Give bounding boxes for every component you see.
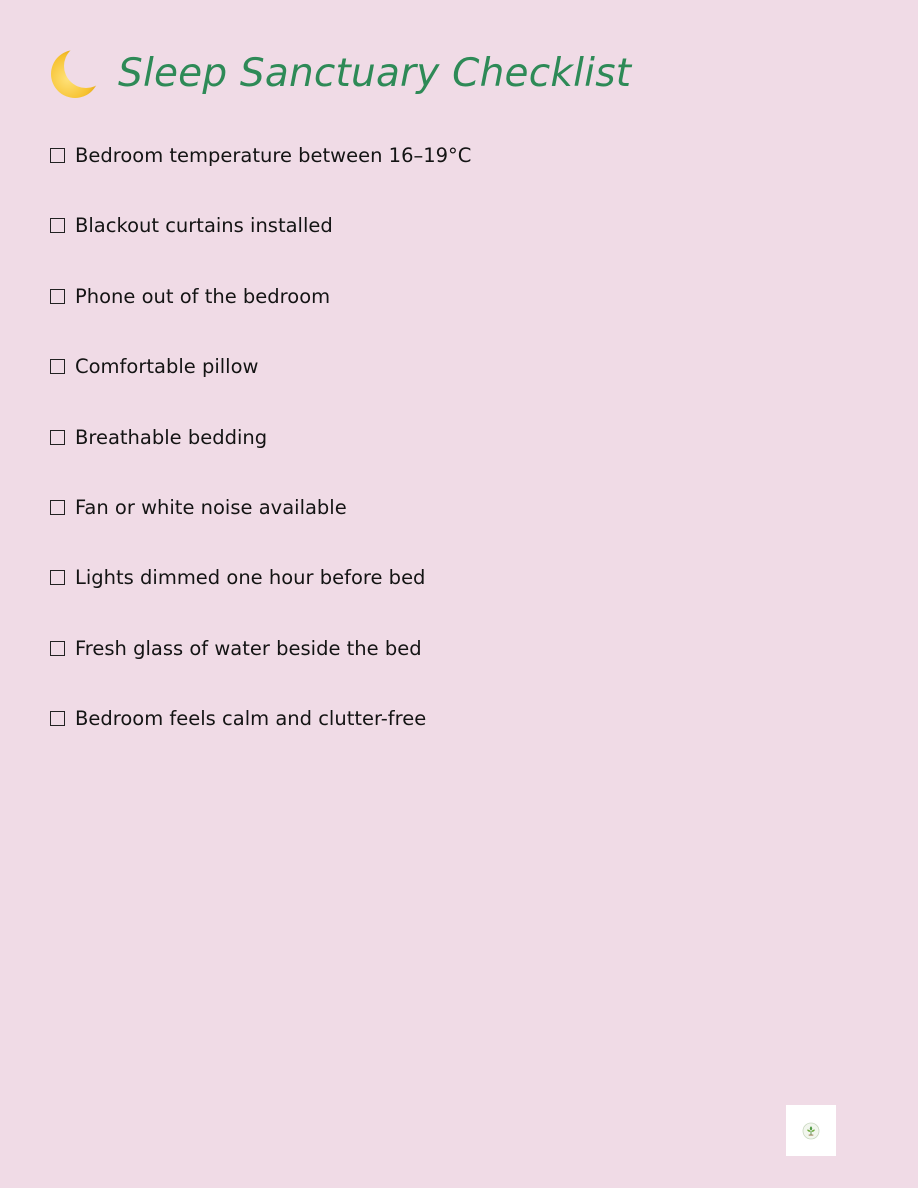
checklist-item[interactable] xyxy=(50,424,471,494)
checklist-item-label: Breathable bedding xyxy=(75,425,268,449)
checkbox-unchecked[interactable] xyxy=(50,430,65,445)
checklist-item[interactable] xyxy=(50,564,471,634)
checklist-item[interactable] xyxy=(50,635,471,705)
leaf-emblem-icon xyxy=(802,1122,820,1140)
checklist-item-label: Bedroom feels calm and clutter-free xyxy=(75,707,427,731)
checkbox-unchecked[interactable] xyxy=(50,359,65,374)
checklist-item[interactable] xyxy=(50,705,471,775)
checkbox-unchecked[interactable] xyxy=(50,641,65,656)
checklist xyxy=(50,142,471,776)
page-title: Sleep Sanctuary Checklist xyxy=(118,50,632,96)
checklist-item-label: Blackout curtains installed xyxy=(75,214,333,238)
crescent-moon-icon xyxy=(50,46,104,100)
checklist-item[interactable] xyxy=(50,212,471,282)
checkbox-unchecked[interactable] xyxy=(50,289,65,304)
checklist-item[interactable] xyxy=(50,494,471,564)
checklist-item-label: Comfortable pillow xyxy=(75,355,259,379)
checklist-item-label: Lights dimmed one hour before bed xyxy=(75,566,426,590)
checklist-item-label: Fan or white noise available xyxy=(75,495,347,519)
checklist-item[interactable] xyxy=(50,142,471,212)
footer-badge xyxy=(786,1105,836,1156)
checklist-item[interactable] xyxy=(50,353,471,423)
checklist-item-label: Fresh glass of water beside the bed xyxy=(75,636,422,660)
checkbox-unchecked[interactable] xyxy=(50,500,65,515)
checkbox-unchecked[interactable] xyxy=(50,148,65,163)
checklist-item[interactable] xyxy=(50,283,471,353)
page-header xyxy=(50,44,631,102)
checklist-item-label: Phone out of the bedroom xyxy=(75,284,331,308)
checkbox-unchecked[interactable] xyxy=(50,570,65,585)
checkbox-unchecked[interactable] xyxy=(50,711,65,726)
checkbox-unchecked[interactable] xyxy=(50,218,65,233)
checklist-item-label: Bedroom temperature between 16–19°C xyxy=(75,144,472,167)
